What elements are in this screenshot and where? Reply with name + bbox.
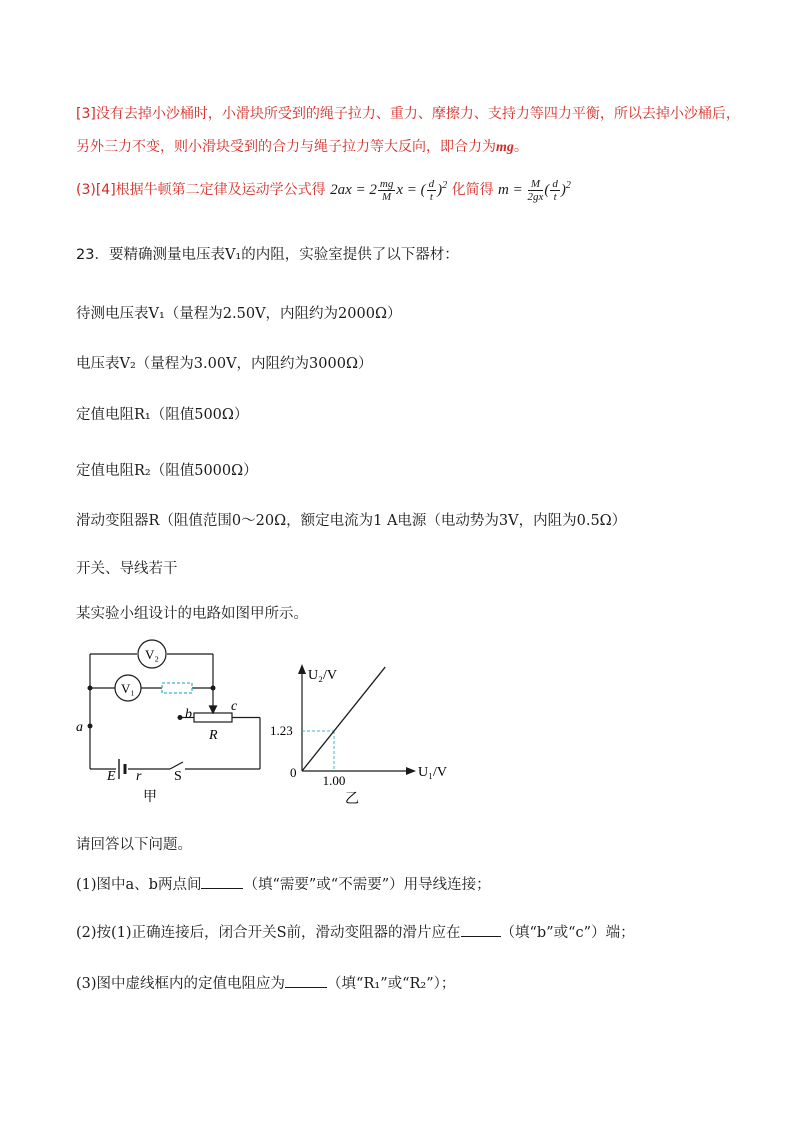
label-R: R [209,728,218,743]
origin-label: 0 [290,765,297,780]
equipment-item: 滑动变阻器R（阻值范围0～20Ω，额定电流为1 A电源（电动势为3V，内阻为0.5Ω） [76,513,627,529]
equipment-item: 定值电阻R₂（阻值5000Ω） [76,463,258,479]
label-E: E [107,769,116,784]
answer-formula-mid: 化简得 [451,181,494,198]
junction-dot [88,686,93,691]
question-number: 23． [76,247,109,263]
sub-question-3-text: (3)图中虚线框内的定值电阻应为 [76,976,286,992]
sub-question-3 [76,972,455,993]
question-stem [76,243,459,264]
circuit-intro: 某实验小组设计的电路如图甲所示。 [76,606,308,622]
x-tick-label: 1.00 [322,773,346,788]
y-axis-label: U₂/V [308,668,337,683]
answer-line-2 [76,136,528,156]
figure-yi-caption: 乙 [345,792,359,806]
equipment-item: 电压表V₂（量程为3.00V，内阻约为3000Ω） [76,356,373,372]
sub-question-3-hint: （填“R₁”或“R₂”）； [327,976,456,992]
answer-blank-1[interactable] [201,876,243,889]
label-a: a [76,720,83,735]
figure-jia-caption: 甲 [143,790,157,805]
answer-blank-2[interactable] [461,924,501,937]
label-S: S [174,769,182,784]
sub-question-2-hint: （填“b”或“c”）端； [500,925,635,941]
answer-mg: mg [496,140,514,155]
equipment-item: 定值电阻R₁（阻值500Ω） [76,407,249,423]
answer-formula-line [76,178,571,203]
point-a-dot [88,724,93,729]
label-b: b [185,707,192,722]
circuit-diagram [70,636,285,811]
answer-formula-prefix: (3)[4]根据牛顿第二定律及运动学公式得 [76,181,326,198]
label-c: c [231,699,238,714]
question-intro: 要精确测量电压表V₁的内阻，实验室提供了以下器材： [108,247,459,263]
answer-line-2-text: 另外三力不变，则小滑块受到的合力与绳子拉力等大反向，即合力为 [76,139,496,155]
formula-1: 2ax = 2 $\frac{mg}{M}$ x = ( $\frac{d}{t}$ )$^2$ [330,178,448,203]
equipment-item: 待测电压表V₁（量程为2.50V，内阻约为2000Ω） [76,306,402,322]
y-tick-label: 1.23 [270,723,293,739]
answer-blank-3[interactable] [285,975,327,988]
formula-2: m = $\frac{M}{2gx}$ ( $\frac{d}{t}$ )$^2$ [498,178,571,203]
sub-question-2-text: (2)按(1)正确连接后，闭合开关S前，滑动变阻器的滑片应在 [76,925,461,941]
x-axis-label: U₁/V [418,765,447,780]
sub-question-2 [76,921,635,942]
label-r: r [136,769,142,784]
answer-line-1: [3]没有去掉小沙桶时，小滑块所受到的绳子拉力、重力、摩擦力、支持力等四力平衡，所以去掉小沙桶后， [76,106,740,122]
point-b-dot [178,715,183,720]
answer-prompt: 请回答以下问题。 [76,837,192,853]
y-axis-arrow-icon [298,664,306,674]
u2-u1-graph [268,656,468,806]
equipment-item: 开关、导线若干 [76,561,178,577]
x-axis-arrow-icon [406,767,416,775]
unknown-resistor-dashed-box [162,683,192,693]
junction-dot [211,686,216,691]
answer-line-2-end: 。 [513,139,528,155]
sub-question-1-text: (1)图中a、b两点间 [76,877,202,893]
v2-label: V₂ [145,647,159,662]
sub-question-1 [76,873,491,894]
sub-question-1-hint: （填“需要”或“不需要”）用导线连接； [243,877,491,893]
v1-label: V₁ [121,681,135,696]
